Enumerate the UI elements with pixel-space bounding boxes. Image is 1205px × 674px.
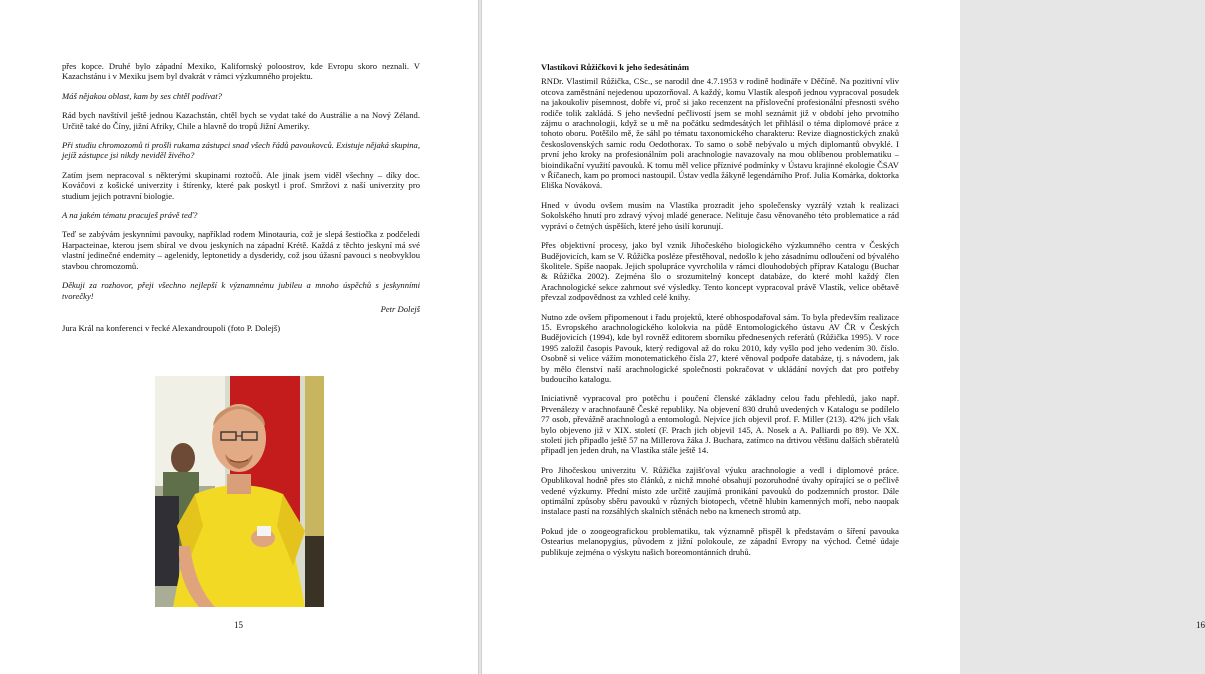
page-number: 16 — [1196, 620, 1205, 630]
paragraph: Přes objektivní procesy, jako byl vznik Jihočeského biologického výzkumného centra v Českých Budějovicích, kam se V. Růžička posléze přestěhoval, nedošlo k jeho zásadnímu odloučení od bývalého školitele. Spíše naopak. Jejich spolupráce vyvrcholila v rámci dlouhodobých příprav Katalogu (Buchar & Růžička 2002). Zejména šlo o srozumitelný koncept databáze, do které mohl každý člen Arachnologické sekce zahrnout své výsledky. Tento koncept vypracoval právě Vlastík, velice obětavě převzal zodpovědnost za vzhled celé knihy. — [541, 240, 899, 303]
paragraph: Pro Jihočeskou univerzitu V. Růžička zajišťoval výuku arachnologie a vedl i diplomové práce. Opublikoval hodně přes sto článků, z nichž mnohé obsahují pozoruhodné úvahy opírající se o pečlivě vedené výzkumy. Přední místo zde určitě zaujímá pronikání pavouků do podzemních prostor. Dále optimální způsoby sběru pavouků v různých biotopech, včetně hlubin kamenných moří, nebo naopak instalace pastí na rozsáhlých skalních stěnách nebo na kmenech stromů atp. — [541, 464, 899, 517]
closing-remark: Děkuji za rozhovor, přeji všechno nejlepší k významnému jubileu a mnoho úspěchů s jeskynními tvorečky! — [62, 280, 420, 301]
interview-question: Při studiu chromozomů ti prošli rukama zástupci snad všech řádů pavoukovců. Existuje nějaká skupina, jejíž zástupce jsi nikdy neviděl živého? — [62, 140, 420, 161]
interview-answer: Rád bych navštívil ještě jednou Kazachstán, chtěl bych se vydat také do Austrálie a na Nový Zéland. Určitě také do Číny, jižní Afriky, Chile a hlavně do tropů Jižní Ameriky. — [62, 110, 420, 131]
left-page-text — [62, 61, 420, 343]
paragraph: Hned v úvodu ovšem musím na Vlastíka prozradit jeho společensky vyzrálý vztah k realizaci Sokolského hnutí pro zdravý vývoj mladé generace. Nelituje času věnovaného této problematice a rád vypráví o četných úspěších, které jeho úsilí korunují. — [541, 199, 899, 231]
interview-answer: Teď se zabývám jeskynními pavouky, například rodem Minotauria, což je slepá šestiočka z podčeledi Harpacteinae, kterou jsem sbíral ve dvou jeskyních na západní Krétě. Každá z těchto jeskyní má své vlastní jedinečné endemity – agelenidy, leptonetidy a dysderidy, což jsou úžasní pavouci s neobvyklou stavbou chromozomů. — [62, 229, 420, 271]
conference-photo — [155, 376, 324, 607]
right-page-text — [541, 62, 899, 566]
paragraph: přes kopce. Druhé bylo západní Mexiko, Kalifornský poloostrov, kde Evropu skoro neznali. V Kazachstánu i v Mexiku jsem byl dvakrát v rámci výzkumného projektu. — [62, 61, 420, 82]
paragraph: RNDr. Vlastimil Růžička, CSc., se narodil dne 4.7.1953 v rodině hodináře v Děčíně. Na pozitivní vliv otcova zaměstnání nejedenou upozorňoval. A každý, komu Vlastík alespoň jednou vypracoval posudek na jakoukoliv písemnost, dobře ví, proč si jako recenzent na přísloveční profesionální přesnosti svého rodiče tolik zakládá. S jeho nevšední pečlivostí jsem se mohl seznámit již v období jeho prvotního zájmu o arachnologii, když se u mě na počátku sedmdesátých let přihlásil o téma diplomové práce z tohoto oboru. Potěšilo mě, že sáhl po tématu taxonomického charakteru: Revize diagnostických znaků československých samic rodu Oedothorax. To samo o sobě nebývalo u mých diplomantů obvyklé. I první jeho kroky na profesionálním poli arachnologie navazovaly na mou oblíbenou problematiku – bioindikační využití pavouků. K tomu měl velice příznivé podmínky v Ústavu krajinné ekologie ČSAV v Říčanech, kam po promoci nastoupil. Ústav vedla žákyně legendárního Prof. Julia Komárka, doktorka Eliška Nováková. — [541, 76, 899, 191]
left-page — [0, 0, 479, 674]
article-heading: Vlastíkovi Růžičkovi k jeho šedesátinám — [541, 62, 690, 72]
interview-question: Máš nějakou oblast, kam by ses chtěl podívat? — [62, 90, 222, 101]
paragraph: Pokud jde o zoogeografickou problematiku, tak významně přispěl k představám o šíření pavouka Ostearius melanopygius, původem z jižní polokoule, ze západní Evropy na východ. Četné údaje publikuje zejména o výskytu našich boreomontánních druhů. — [541, 525, 899, 557]
interview-answer: Zatím jsem nepracoval s některými skupinami roztočů. Ale jinak jsem viděl všechny – díky doc. Kováčovi z košické univerzity i štírenky, které pak poskytl i prof. Smržovi z naší univerzity pro studium jejich potravní biologie. — [62, 169, 420, 201]
photo-caption: Jura Král na konferenci v řecké Alexandroupoli (foto P. Dolejš) — [62, 323, 281, 334]
interview-question: A na jakém tématu pracuješ právě teď? — [62, 210, 198, 221]
paragraph: Nutno zde ovšem připomenout i řadu projektů, které obhospodařoval sám. To byla především realizace 15. Evropského arachnologického kolokvia na půdě Entomologického ústavu AV ČR v Českých Budějovicích (1994), kde byl rovněž editorem sborníku přednesených referátů (Růžička 1995). V roce 1995 založil časopis Pavouk, který redigoval až do roku 2010, kdy vyšlo pod jeho vedením 30. číslo. Osobně si velice vážím monotematického čísla 27, které věnoval podpoře databáze, tj. s návodem, jak by mělo členství naší arachnologické společnosti pokračovat v ukládání nových dat pro potřeby budoucího katalogu. — [541, 311, 899, 384]
signature: Petr Dolejš — [380, 303, 420, 314]
paragraph: Iniciativně vypracoval pro potěchu i poučení členské základny celou řadu přehledů, jako např. Prvenálezy v arachnofauně České republiky. Na objevení 830 druhů uvedených v Katalogu se podílelo 77 osob, převážně arachnologů a entomologů. Nejvíce jich objevil prof. F. Miller (213). 42% jich však bylo objeveno již v XIX. století (F. Prach jich objevil 145, A. Nosek a A. Palliardi po 89). Ve XX. století jich připadlo ještě 57 na Millerova žáka J. Buchara, zatímco na drtivou většinu dalších sběratelů připadl jen jeden druh, na Vlastíka stále ještě 14. — [541, 393, 899, 456]
page-number: 15 — [234, 620, 243, 630]
